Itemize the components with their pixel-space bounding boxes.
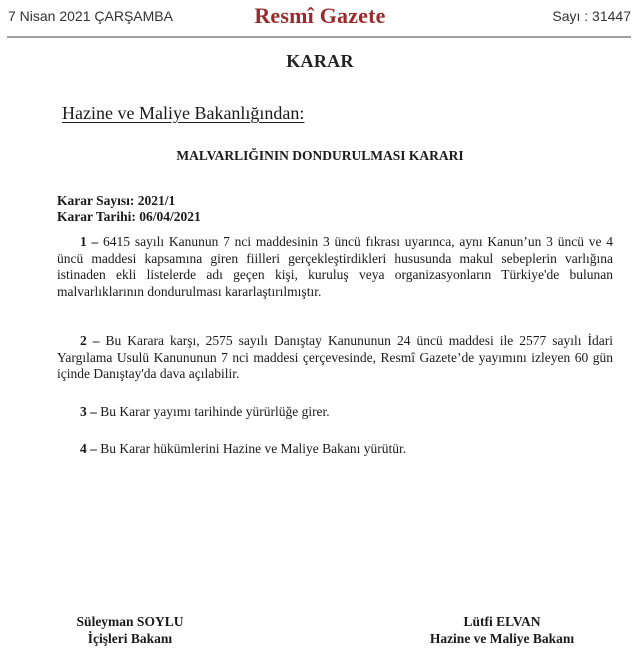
signatory-role: İçişleri Bakanı: [87, 631, 173, 646]
article-number: 2 –: [80, 333, 100, 348]
article-number: 4 –: [80, 441, 97, 456]
section-heading: KARAR: [286, 51, 354, 71]
article-1: [57, 234, 613, 300]
article-text: 6415 sayılı Kanunun 7 nci maddesinin 3 üncü fıkrası uyarınca, aynı Kanun’un 3 üncü ve 4 üncü maddesi kapsamına giren fiilleri gerçekleştirdikleri hususunda makul sebeplerin varlığına istinaden ekli listelerde adı geçen kişi, kuruluş veya organizasyonların Türkiye'de bulunan malvarlıklarının dondurulması kararlaştırılmıştır.: [57, 234, 613, 299]
signatory-role: Hazine ve Maliye Bakanı: [429, 631, 575, 646]
article-number: 1 –: [80, 234, 99, 249]
article-2: [57, 333, 613, 383]
article-text: Bu Karar yayımı tarihinde yürürlüğe girer.: [96, 404, 330, 419]
decision-date: Karar Tarihi: 06/04/2021: [57, 209, 201, 224]
article-text: Bu Karara karşı, 2575 sayılı Danıştay Kanununun 24 üncü maddesi ile 2577 sayılı İdari Yargılama Usulü Kanununun 7 nci maddesi çerçevesinde, Resmî Gazete’de yayımını izleyen 60 gün içinde Danıştay'da dava açılabilir.: [57, 333, 613, 381]
article-3: [57, 404, 613, 421]
header-divider: [7, 36, 631, 38]
signature-block-interior-minister: [60, 613, 200, 647]
issue-number: Sayı : 31447: [552, 8, 631, 24]
article-text: Bu Karar hükümlerini Hazine ve Maliye Bakanı yürütür.: [96, 441, 407, 456]
signature-block-finance-minister: [412, 613, 592, 647]
decision-number: Karar Sayısı: 2021/1: [57, 193, 176, 208]
article-number: 3 –: [80, 404, 97, 419]
issue-date: 7 Nisan 2021 ÇARŞAMBA: [8, 8, 173, 24]
gazette-header: [0, 0, 640, 38]
issuing-ministry: Hazine ve Maliye Bakanlığından:: [62, 103, 305, 123]
decision-meta: [57, 193, 201, 225]
signatory-name: Lütfi ELVAN: [463, 614, 541, 629]
article-4: [57, 441, 613, 458]
signatory-name: Süleyman SOYLU: [76, 614, 184, 629]
decision-title: MALVARLIĞININ DONDURULMASI KARARI: [176, 148, 464, 163]
gazette-title: Resmî Gazete: [254, 3, 386, 28]
